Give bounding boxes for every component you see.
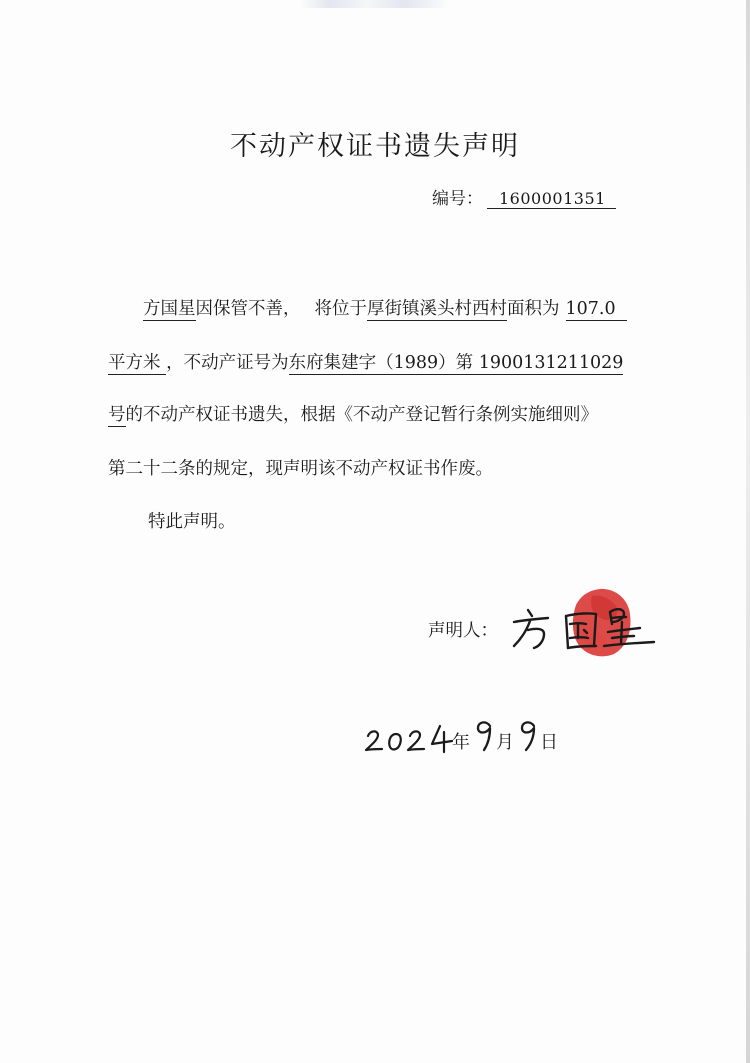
cert-prefix: ，不动产证号为: [166, 353, 289, 373]
area-unit: 平方米: [108, 353, 166, 375]
lost-text: 的不动产权证书遗失，根据《不动产登记暂行条例实施细则》: [125, 405, 598, 425]
property-location: 厚街镇溪头村西村: [367, 299, 507, 319]
handwritten-month: [472, 714, 498, 754]
year-char: 年: [452, 732, 470, 753]
body-line-1: [143, 297, 627, 321]
handwritten-day: [516, 714, 542, 754]
document-number: [432, 184, 616, 209]
closing-text: 特此声明。: [148, 512, 236, 532]
handwritten-year: [360, 718, 460, 754]
month-char: 月: [496, 732, 514, 753]
declarant-label: 声明人：: [428, 621, 498, 641]
number-label: 编号：: [432, 189, 483, 209]
signature-date: [360, 712, 580, 762]
day-char: 日: [540, 732, 558, 753]
owner-name: 方国星: [143, 299, 196, 319]
cert-number: 东府集建字（1989）第 1900131211029: [288, 353, 624, 373]
located-prefix: 将位于: [314, 299, 367, 319]
cert-suffix: 号: [108, 405, 126, 425]
body-line-4: 第二十二条的规定，现声明该不动产权证书作废。: [108, 459, 493, 479]
area-value: 107.0: [566, 299, 627, 321]
handwritten-signature: [508, 586, 658, 666]
scan-smudge: [300, 0, 450, 8]
body-line-3: [108, 403, 598, 427]
number-value: 1600001351: [487, 189, 616, 209]
document-title: 不动产权证书遗失声明: [230, 131, 520, 162]
body-line-2: [108, 351, 623, 375]
area-label: 面积为: [507, 299, 560, 319]
reason-text: 因保管不善，: [195, 299, 301, 319]
